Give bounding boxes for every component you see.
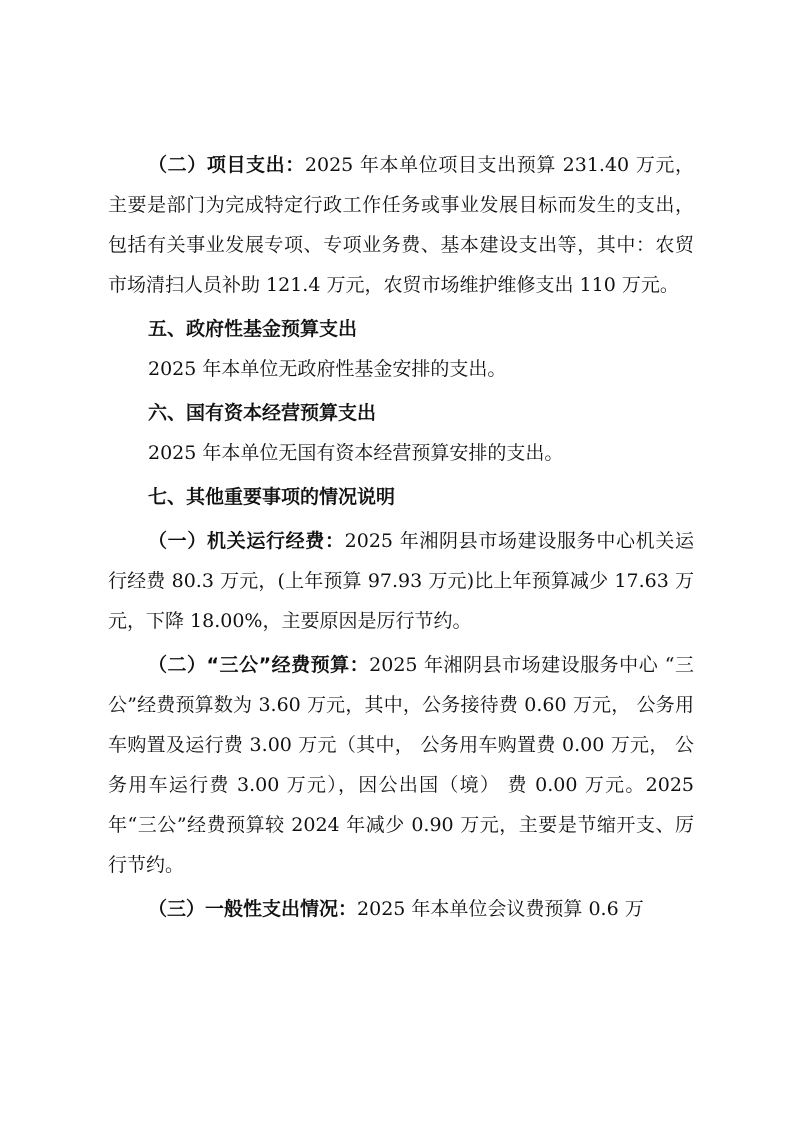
section7-item3-text: 2025 年本单位会议费预算 0.6 万 [357,898,644,920]
section7-item1-lead: （一）机关运行经费： [148,530,345,552]
document-body [108,145,694,929]
section5-text: 2025 年本单位无政府性基金安排的支出。 [148,358,507,380]
project-expense-paragraph [108,145,694,305]
section6-text: 2025 年本单位无国有资本经营预算安排的支出。 [148,442,564,464]
section7-item3-paragraph [108,889,694,929]
section7-item1-text: 2025 年湘阴县市场建设服务中心机关运行经费 80.3 万元，(上年预算 97.93 万元)比上年预算减少 17.63 万元，下降 18.00%，主要原因是厉行节约。 [108,530,694,632]
section7-heading: 七、其他重要事项的情况说明 [148,486,396,508]
section7-item2-paragraph [108,645,694,885]
section7-item1-paragraph [108,521,694,641]
section7-item2-lead: （二）“三公”经费预算： [148,654,370,676]
section6-heading: 六、国有资本经营预算支出 [148,402,377,424]
section7-item2-text: 2025 年湘阴县市场建设服务中心 “三公”经费预算数为 3.60 万元，其中，公务接待费 0.60 万元， 公务用车购置及运行费 3.00 万元（其中， 公务用车购置费 0.00 万元， 公务用车运行费 3.00 万元），因公出国（境） 费 0.00 万元。2025 年“三公”经费预算较 2024 年减少 0.90 万元，主要是节缩开支、厉行节约。 [108,654,694,876]
section5-heading: 五、政府性基金预算支出 [148,318,358,340]
section7-item3-lead: （三）一般性支出情况： [148,898,358,920]
project-expense-lead: （二）项目支出： [148,154,305,176]
project-expense-text: 2025 年本单位项目支出预算 231.40 万元，主要是部门为完成特定行政工作任务或事业发展目标而发生的支出， 包括有关事业发展专项、专项业务费、基本建设支出等，其中：农贸市场清扫人员补助 121.4 万元，农贸市场维护维修支出 110 万元。 [108,154,694,296]
